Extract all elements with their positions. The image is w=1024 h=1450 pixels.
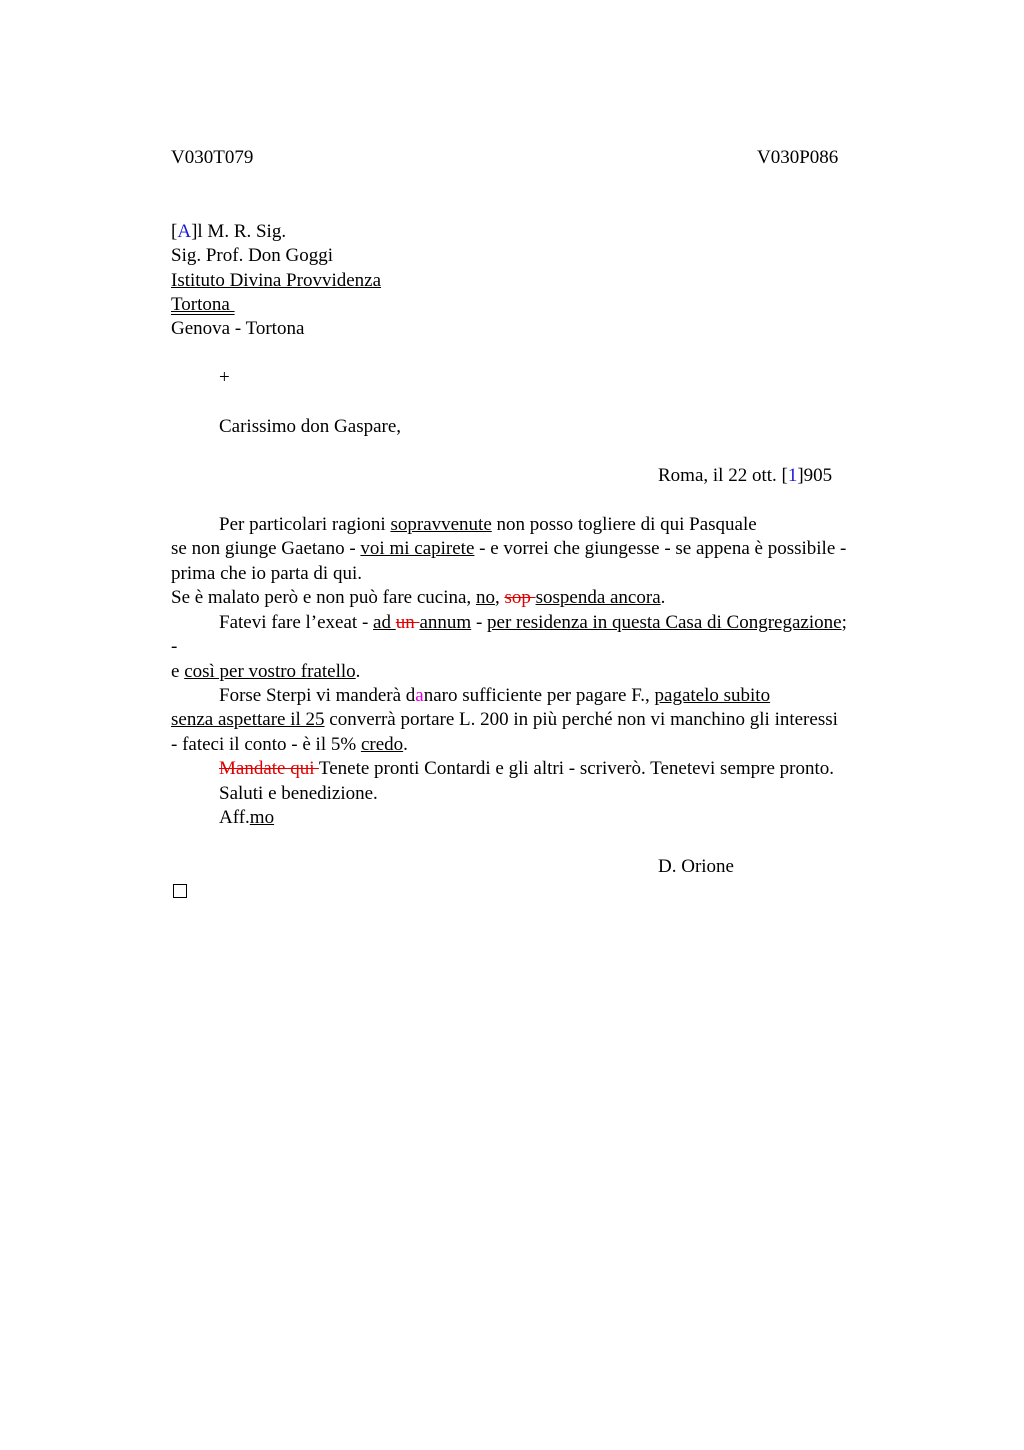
corrected-letter: a [415, 685, 424, 706]
dateline [658, 465, 832, 487]
text: Se è malato però e non può fare cucina, [171, 587, 476, 608]
text: naro sufficiente per pagare F., [423, 685, 655, 706]
address-line-1-rest: ]l M. R. Sig. [191, 221, 287, 242]
underlined-text: così per vostro fratello [184, 661, 356, 682]
address-line-2: Sig. Prof. Don Goggi [171, 245, 334, 266]
body-line-10 [171, 734, 408, 756]
body-line-2 [171, 538, 846, 560]
text: , [494, 587, 505, 608]
underlined-text: mo [249, 807, 275, 828]
text: - e vorrei che giungesse - se appena è possibile - [474, 538, 847, 559]
text: Forse Sterpi vi manderà d [219, 685, 416, 706]
underlined-text: ad [373, 612, 396, 633]
text: se non giunge Gaetano - [171, 538, 361, 559]
text: . [660, 587, 666, 608]
text: . [355, 661, 361, 682]
body-line-5 [219, 612, 847, 634]
end-square-icon [173, 884, 187, 898]
address-line-1 [171, 221, 286, 243]
underlined-text: sopravvenute [390, 514, 492, 535]
deleted-text: un [395, 612, 420, 633]
text: converrà portare L. 200 in più perché non vi manchino gli interessi [324, 709, 838, 730]
text: - [471, 612, 488, 633]
underlined-text: per residenza in questa Casa di Congregazione [487, 612, 842, 633]
text: - fateci il conto - è il 5% [171, 734, 361, 755]
document-code-left: V030T079 [171, 147, 254, 168]
bracket-open: [ [171, 221, 178, 242]
text: non posso togliere di qui Pasquale [491, 514, 757, 535]
document-code-right: V030P086 [757, 147, 839, 168]
underlined-text: voi mi capirete [360, 538, 475, 559]
text: e [171, 661, 185, 682]
body-line-6: - [171, 636, 178, 657]
deleted-text: sop [504, 587, 536, 608]
dateline-after: ]905 [797, 465, 833, 486]
cross-symbol: + [219, 367, 230, 388]
body-line-1 [219, 514, 757, 536]
address-line-3: Istituto Divina Provvidenza [171, 270, 382, 291]
salutation: Carissimo don Gaspare, [219, 416, 402, 437]
body-line-8 [219, 685, 770, 707]
editorial-restoration: 1 [787, 465, 798, 486]
dateline-before: Roma, il 22 ott. [ [658, 465, 788, 486]
body-line-11 [219, 758, 834, 780]
underlined-text: credo [360, 734, 404, 755]
editorial-restoration: A [177, 221, 192, 242]
underlined-text: no [475, 587, 495, 608]
address-line-4: Tortona [171, 294, 235, 315]
address-line-5: Genova - Tortona [171, 318, 305, 339]
text: . [403, 734, 408, 755]
signature: D. Orione [658, 856, 734, 877]
body-line-13 [219, 807, 274, 829]
underlined-text: annum [419, 612, 472, 633]
text: Aff. [219, 807, 250, 828]
text: ; [841, 612, 847, 633]
body-line-4 [171, 587, 665, 609]
text: Per particolari ragioni [219, 514, 391, 535]
body-line-9 [171, 709, 838, 731]
body-line-7 [171, 661, 360, 683]
underlined-text: senza aspettare il 25 [171, 709, 325, 730]
underlined-text: pagatelo subito [654, 685, 771, 706]
body-line-12: Saluti e benedizione. [219, 783, 378, 804]
body-line-3: prima che io parta di qui. [171, 563, 362, 584]
text: Tenete pronti Contardi e gli altri - scriverò. Tenetevi sempre pronto. [318, 758, 835, 779]
text: Fatevi fare l’exeat - [219, 612, 374, 633]
deleted-text: Mandate qui [219, 758, 319, 779]
underlined-text: sospenda ancora [535, 587, 661, 608]
